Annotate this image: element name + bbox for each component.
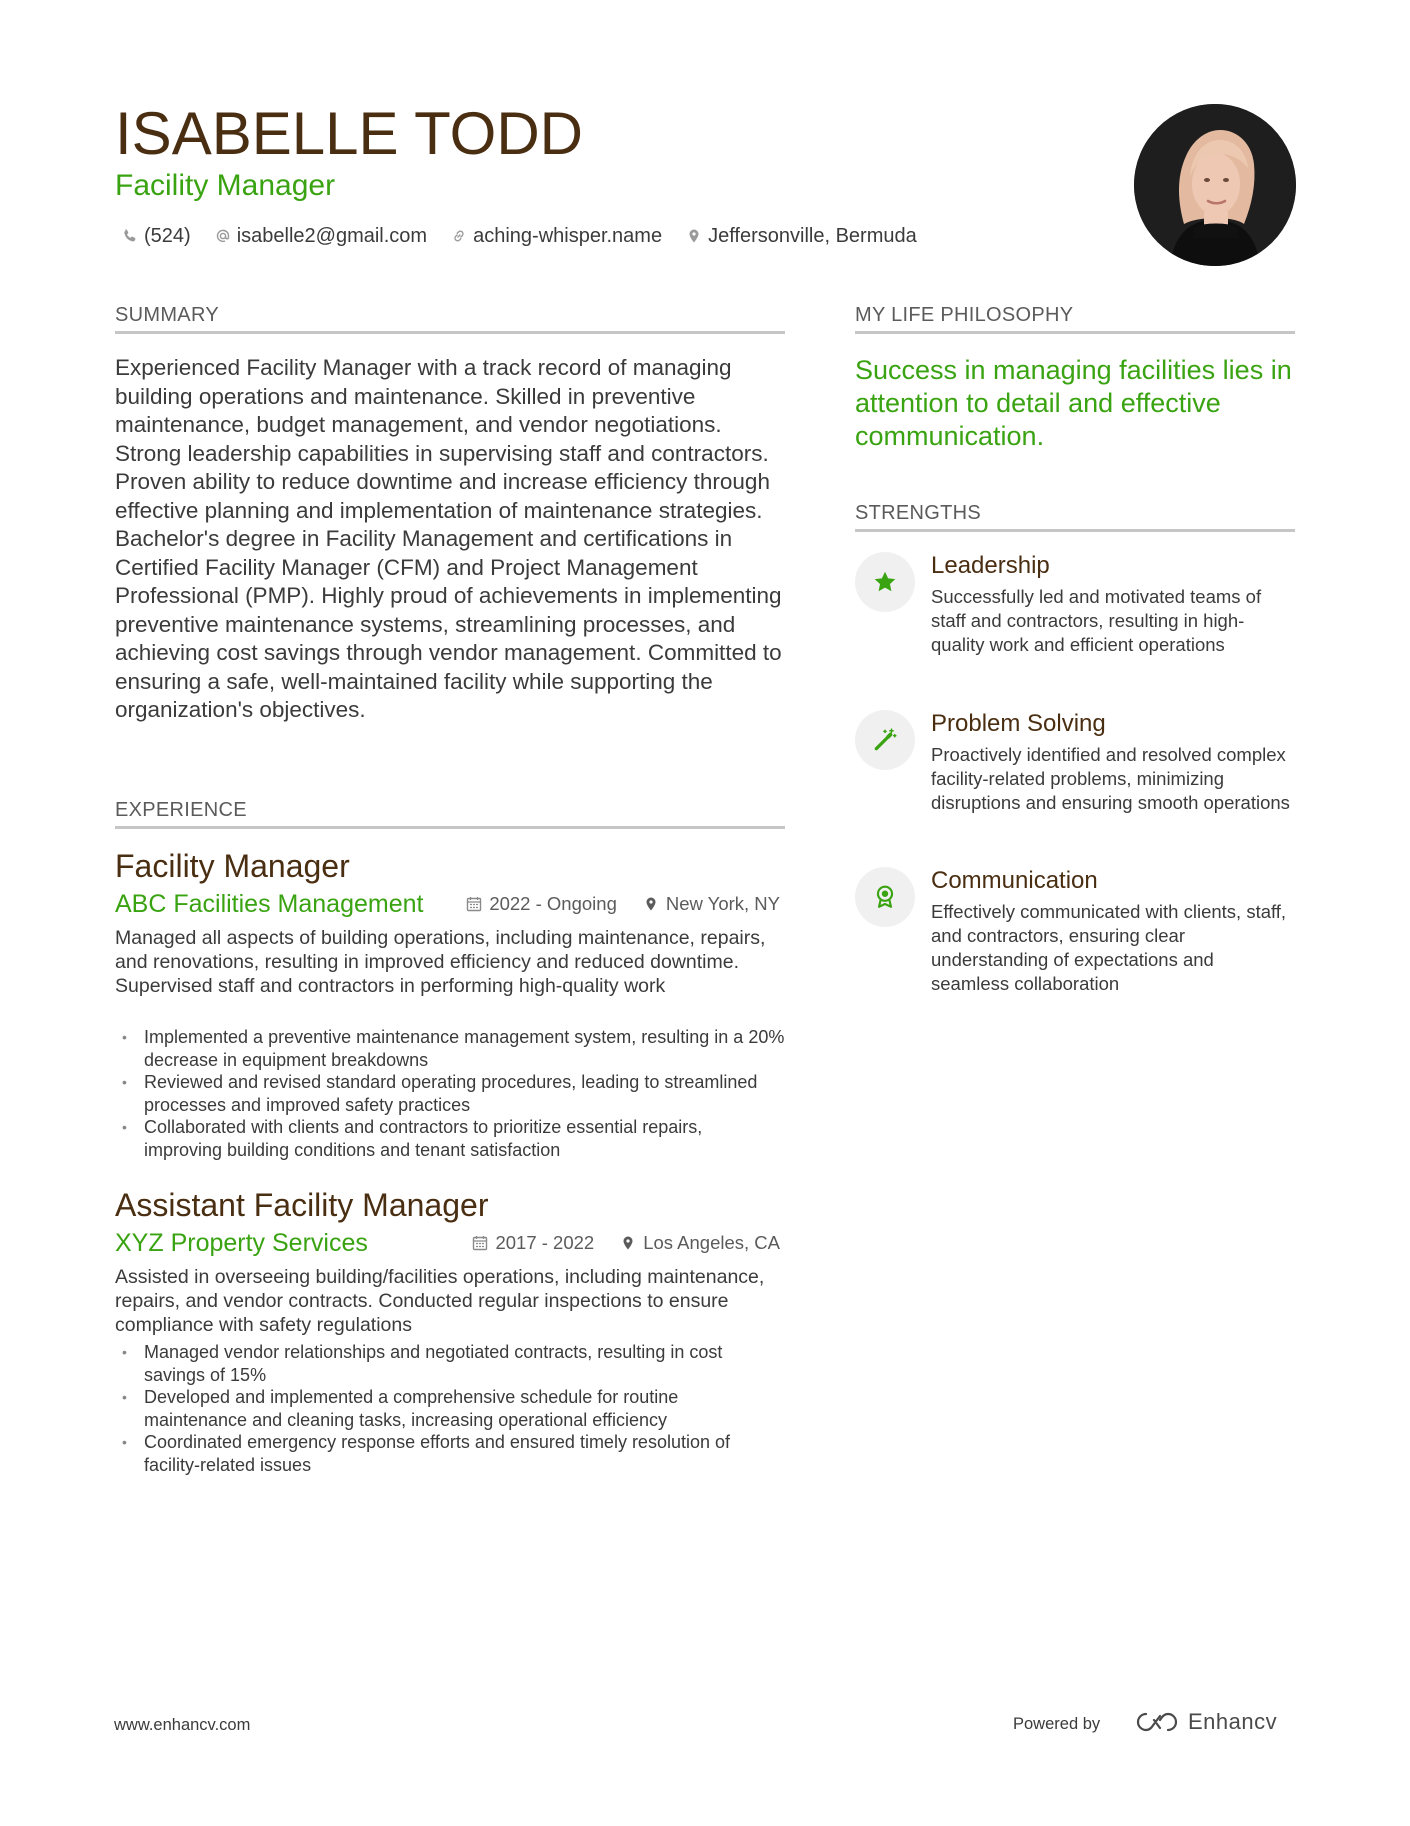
location-pin-icon — [620, 1235, 636, 1251]
contact-location — [686, 225, 917, 248]
at-icon — [215, 228, 231, 244]
candidate-name: ISABELLE TODD — [115, 100, 583, 167]
list-item: • Developed and implemented a comprehensive schedule for routine maintenance and cleaning tasks, increasing operational efficiency — [115, 1386, 785, 1431]
philosophy-text: Success in managing facilities lies in attention to detail and effective communication. — [855, 355, 1292, 451]
job-location — [620, 1232, 780, 1254]
strengths-title: STRENGTHS — [855, 502, 982, 524]
contact-phone — [122, 225, 191, 248]
summary-title: SUMMARY — [115, 304, 219, 326]
job-company: ABC Facilities Management — [115, 890, 424, 918]
job-title: Assistant Facility Manager — [115, 1187, 489, 1223]
link-icon — [451, 228, 467, 244]
magic-wand-icon — [872, 727, 898, 753]
candidate-role: Facility Manager — [115, 169, 336, 202]
list-item: • Collaborated with clients and contractors to prioritize essential repairs, improving building conditions and tenant satisfaction — [115, 1116, 785, 1161]
job-company: XYZ Property Services — [115, 1229, 368, 1257]
job-dates-text: 2022 - Ongoing — [489, 893, 617, 914]
job-dates — [472, 1232, 594, 1254]
job-meta — [466, 893, 780, 915]
enhancv-logo-icon — [1134, 1710, 1180, 1734]
strength-icon-badge — [855, 552, 915, 612]
list-item: • Implemented a preventive maintenance management system, resulting in a 20% decrease in equipment breakdowns — [115, 1026, 785, 1071]
strengths-divider — [855, 529, 1295, 532]
job-dates — [466, 893, 617, 915]
strength-description: Effectively communicated with clients, staff, and contractors, ensuring clear understanding of expectations and seamless collaboration — [931, 901, 1287, 994]
job-bullets — [115, 1026, 785, 1162]
strength-icon-badge — [855, 710, 915, 770]
strength-title: Leadership — [931, 552, 1050, 579]
contact-email-text: isabelle2@gmail.com — [236, 224, 428, 247]
footer-powered-by: Powered by — [1013, 1715, 1101, 1733]
job-description: Managed all aspects of building operations, including maintenance, repairs, and renovations, resulting in improved efficiency and reduced downtime. Supervised staff and contractors in performing high-quality work — [115, 927, 766, 998]
job-location — [643, 893, 780, 915]
summary-divider — [115, 331, 785, 334]
location-pin-icon — [686, 228, 702, 244]
contact-website[interactable] — [451, 225, 662, 248]
experience-title: EXPERIENCE — [115, 799, 247, 821]
philosophy-divider — [855, 331, 1295, 334]
phone-icon — [122, 228, 138, 244]
job-dates-text: 2017 - 2022 — [495, 1232, 595, 1253]
profile-photo — [1134, 104, 1296, 266]
strength-title: Communication — [931, 867, 1098, 894]
avatar — [1134, 104, 1296, 266]
contact-website-text: aching-whisper.name — [473, 224, 663, 247]
strength-icon-badge — [855, 867, 915, 927]
calendar-icon — [472, 1235, 488, 1251]
contact-bar — [122, 222, 917, 250]
strength-description: Proactively identified and resolved complex facility-related problems, minimizing disruptions and ensuring smooth operations — [931, 744, 1290, 813]
footer-brand-text: Enhancv — [1188, 1709, 1278, 1734]
job-bullets — [115, 1341, 785, 1477]
job-location-text: New York, NY — [665, 893, 780, 914]
job-meta — [472, 1232, 780, 1254]
contact-location-text: Jeffersonville, Bermuda — [708, 224, 917, 247]
experience-divider — [115, 826, 785, 829]
philosophy-title: MY LIFE PHILOSOPHY — [855, 304, 1074, 326]
job-description: Assisted in overseeing building/facilities operations, including maintenance, repairs, and vendor contracts. Conducted regular inspections to ensure compliance with safety regulations — [115, 1266, 765, 1337]
list-item: • Reviewed and revised standard operating procedures, leading to streamlined processes and improved safety practices — [115, 1071, 785, 1116]
star-icon — [872, 569, 898, 595]
footer-website[interactable]: www.enhancv.com — [114, 1716, 251, 1734]
contact-email[interactable] — [215, 225, 427, 248]
strength-title: Problem Solving — [931, 710, 1106, 737]
list-item: • Coordinated emergency response efforts and ensured timely resolution of facility-related issues — [115, 1431, 785, 1476]
job-location-text: Los Angeles, CA — [643, 1232, 780, 1253]
footer-brand[interactable] — [1134, 1709, 1277, 1735]
award-icon — [872, 884, 898, 910]
list-item: • Managed vendor relationships and negotiated contracts, resulting in cost savings of 15% — [115, 1341, 785, 1386]
contact-phone-text: (524) — [144, 224, 191, 247]
strength-description: Successfully led and motivated teams of staff and contractors, resulting in high-quality work and efficient operations — [931, 586, 1262, 655]
summary-text: Experienced Facility Manager with a track record of managing building operations and maintenance. Skilled in preventive maintenance, budget management, and vendor negotiations. Strong leadership capabilities in supervising staff and contractors. Proven ability to reduce downtime and increase efficiency through effective planning and implementation of maintenance strategies. Bachelor's degree in Facility Management and certifications in Certified Facility Manager (CFM) and Project Management Professional (PMP). Highly proud of achievements in implementing preventive maintenance systems, streamlining processes, and achieving cost savings through vendor management. Committed to ensuring a safe, well-maintained facility while supporting the organization's objectives. — [115, 355, 782, 722]
calendar-icon — [466, 896, 482, 912]
job-title: Facility Manager — [115, 848, 350, 884]
location-pin-icon — [643, 896, 659, 912]
